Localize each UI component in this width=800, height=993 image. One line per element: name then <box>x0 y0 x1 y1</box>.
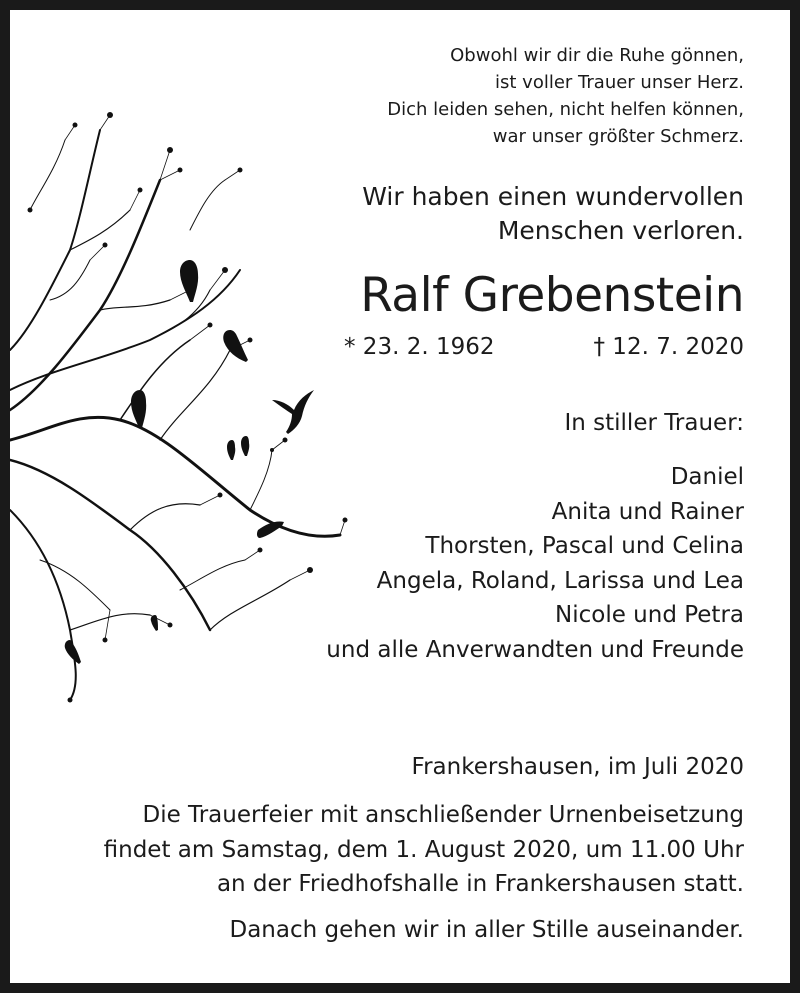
lead-text <box>362 180 744 248</box>
family-member: Anita und Rainer <box>551 498 744 525</box>
mourning-heading: In stiller Trauer: <box>564 410 744 436</box>
tree-birds-illustration <box>10 110 350 710</box>
service-line: an der Friedhofshalle in Frankershausen statt. <box>216 871 744 897</box>
poem-line: Obwohl wir dir die Ruhe gönnen, <box>450 45 744 66</box>
family-list <box>326 460 744 667</box>
family-member: und alle Anverwandten und Freunde <box>326 636 744 663</box>
lead-line: Menschen verloren. <box>497 216 744 245</box>
lead-line: Wir haben einen wundervollen <box>362 182 744 211</box>
death-date: † 12. 7. 2020 <box>593 334 744 360</box>
service-info <box>104 798 744 902</box>
family-member: Daniel <box>670 464 744 490</box>
place-date: Frankershausen, im Juli 2020 <box>411 754 744 780</box>
closing-text: Danach gehen wir in aller Stille auseinander. <box>229 917 744 943</box>
obituary-card <box>10 10 790 983</box>
poem-line: Dich leiden sehen, nicht helfen können, <box>387 99 744 120</box>
family-member: Nicole und Petra <box>555 602 744 628</box>
poem <box>387 42 744 150</box>
service-line: Die Trauerfeier mit anschließender Urnenbeisetzung <box>142 802 744 828</box>
poem-line: war unser größter Schmerz. <box>492 126 744 147</box>
deceased-name: Ralf Grebenstein <box>360 268 744 323</box>
poem-line: ist voller Trauer unser Herz. <box>495 72 744 93</box>
family-member: Angela, Roland, Larissa und Lea <box>376 567 744 594</box>
family-member: Thorsten, Pascal und Celina <box>425 533 744 559</box>
service-line: findet am Samstag, dem 1. August 2020, um 11.00 Uhr <box>103 836 744 863</box>
birth-date: * 23. 2. 1962 <box>344 334 495 360</box>
